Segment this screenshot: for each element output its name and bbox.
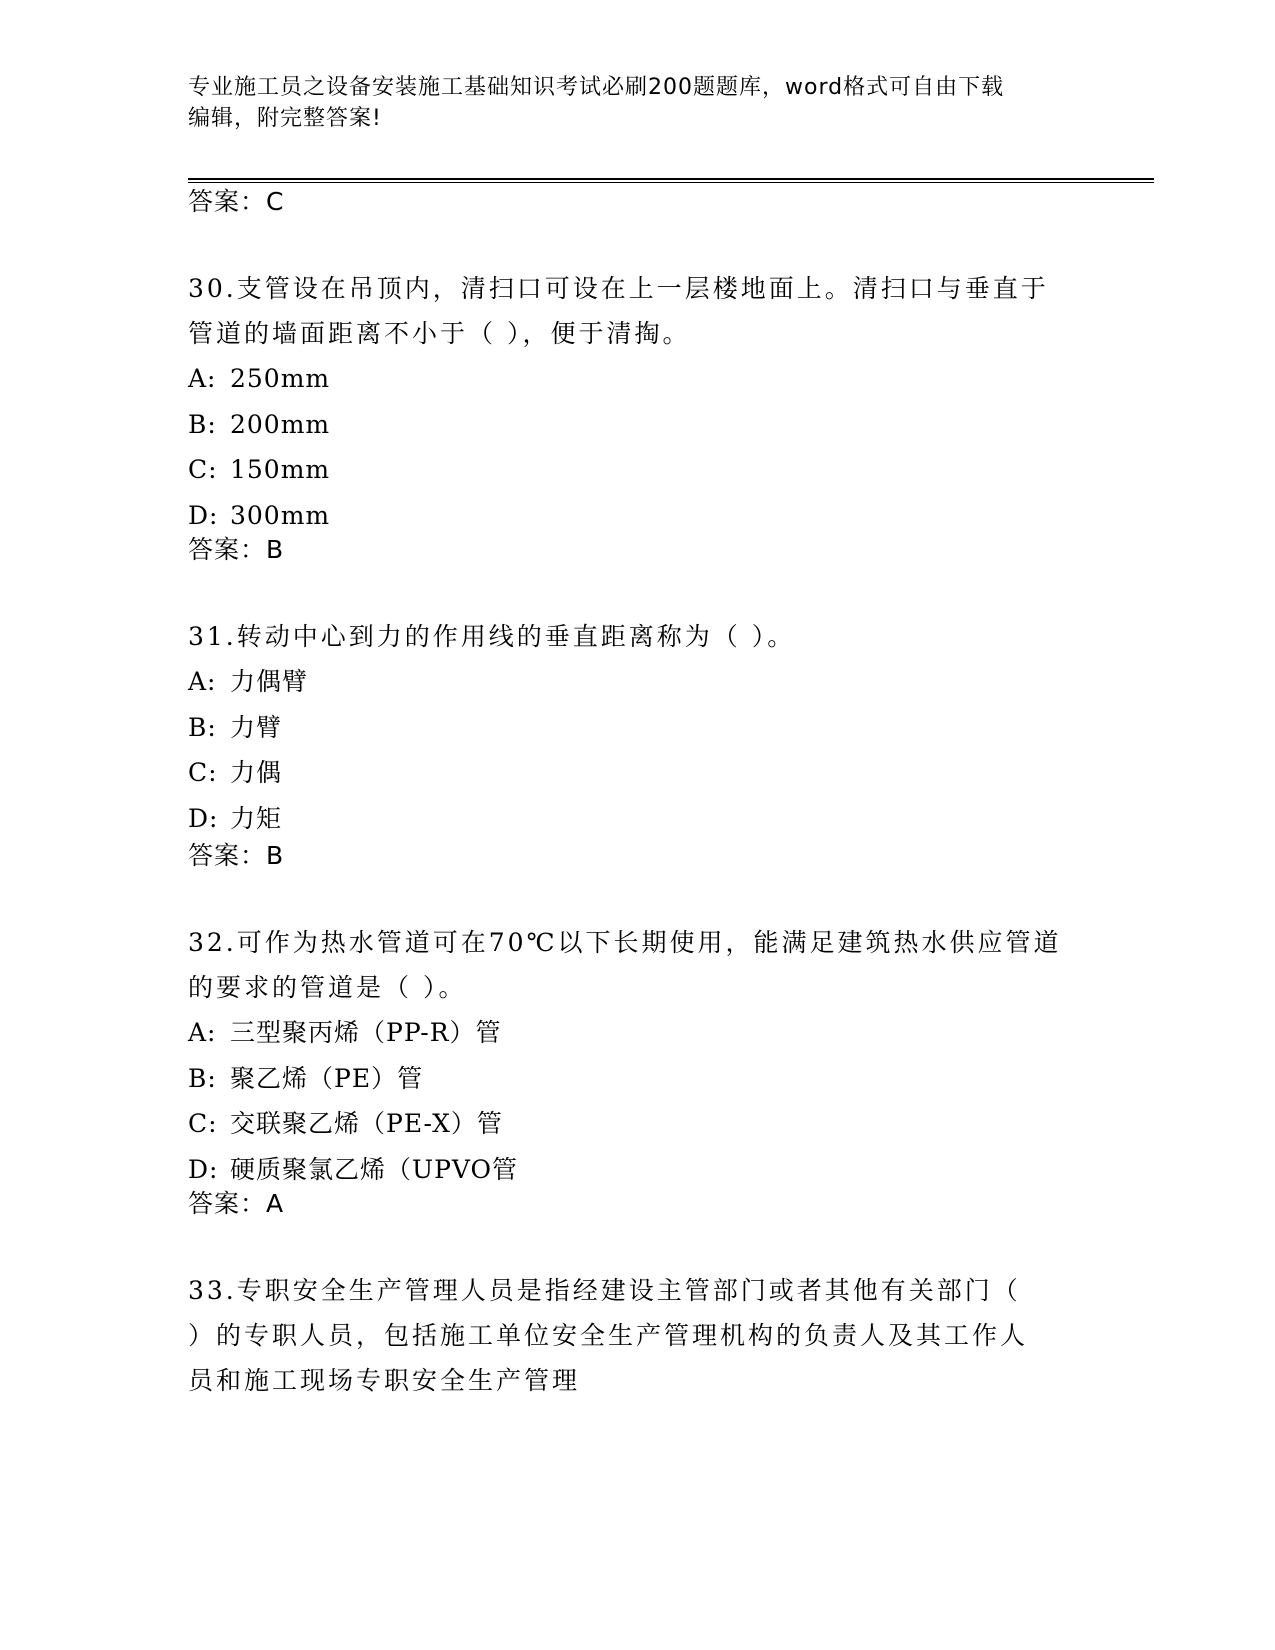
option-text: 力矩 (230, 803, 283, 833)
option-text: 力偶臂 (230, 667, 309, 696)
option-c (188, 1101, 1088, 1147)
option-text: 200mm (230, 409, 331, 439)
question-31-line-1: 31.转动中心到力的作用线的垂直距离称为（ ）。 (188, 622, 796, 651)
question-30-line-1: 30.支管设在吊顶内，清扫口可设在上一层楼地面上。清扫口与垂直于 (188, 274, 1049, 303)
answer-32: 答案：A (188, 1189, 285, 1218)
option-d (188, 493, 1088, 539)
option-text: 交联聚乙烯（PE-X）管 (230, 1109, 503, 1138)
option-c (188, 750, 1088, 796)
question-30 (188, 266, 1088, 538)
option-letter: C: (188, 1109, 218, 1138)
option-letter: A: (188, 667, 217, 696)
option-d (188, 1147, 1088, 1193)
option-c (188, 447, 1088, 493)
option-text: 250mm (230, 364, 331, 393)
option-letter: D: (188, 803, 219, 833)
option-letter: B: (188, 1063, 217, 1093)
option-text: 聚乙烯（PE）管 (230, 1063, 424, 1093)
option-letter: A: (188, 1018, 217, 1047)
option-text: 力臂 (230, 712, 283, 742)
option-letter: B: (188, 712, 217, 742)
option-a (188, 659, 1088, 705)
question-33-line-1: 33.专职安全生产管理人员是指经建设主管部门或者其他有关部门（ (188, 1276, 1021, 1305)
option-text: 硬质聚氯乙烯（UPVO管 (230, 1154, 519, 1184)
option-a (188, 356, 1088, 402)
option-b (188, 1056, 1088, 1102)
header-line-2: 编辑，附完整答案! (188, 106, 382, 131)
option-a (188, 1010, 1088, 1056)
question-32-options (188, 1010, 1088, 1192)
question-32 (188, 920, 1088, 1192)
option-text: 三型聚丙烯（PP-R）管 (230, 1018, 502, 1047)
option-letter: C: (188, 758, 218, 787)
question-32-line-2: 的要求的管道是（ ）。 (188, 973, 467, 1002)
document-header (188, 72, 1088, 134)
header-line-1: 专业施工员之设备安装施工基础知识考试必刷200题题库，word格式可自由下载 (188, 75, 1005, 100)
option-letter: C: (188, 455, 218, 484)
question-33 (188, 1268, 1088, 1403)
question-32-line-1: 32.可作为热水管道可在70℃以下长期使用，能满足建筑热水供应管道 (188, 928, 1062, 957)
option-text: 150mm (230, 455, 331, 484)
question-33-line-2: ）的专职人员，包括施工单位安全生产管理机构的负责人及其工作人 (188, 1321, 1029, 1350)
option-d (188, 796, 1088, 842)
option-text: 力偶 (230, 758, 283, 787)
option-b (188, 402, 1088, 448)
question-30-options (188, 356, 1088, 538)
option-letter: B: (188, 409, 217, 439)
question-33-line-3: 员和施工现场专职安全生产管理 (188, 1366, 581, 1395)
option-text: 300mm (230, 500, 331, 530)
answer-30: 答案：B (188, 535, 285, 564)
option-letter: D: (188, 500, 219, 530)
answer-31: 答案：B (188, 841, 285, 870)
header-divider (188, 178, 1154, 183)
answer-29: 答案：C (188, 187, 285, 216)
question-31-options (188, 659, 1088, 841)
question-30-line-2: 管道的墙面距离不小于（ ），便于清掏。 (188, 319, 691, 348)
option-b (188, 705, 1088, 751)
option-letter: A: (188, 364, 217, 393)
question-31 (188, 614, 1088, 841)
option-letter: D: (188, 1154, 219, 1184)
